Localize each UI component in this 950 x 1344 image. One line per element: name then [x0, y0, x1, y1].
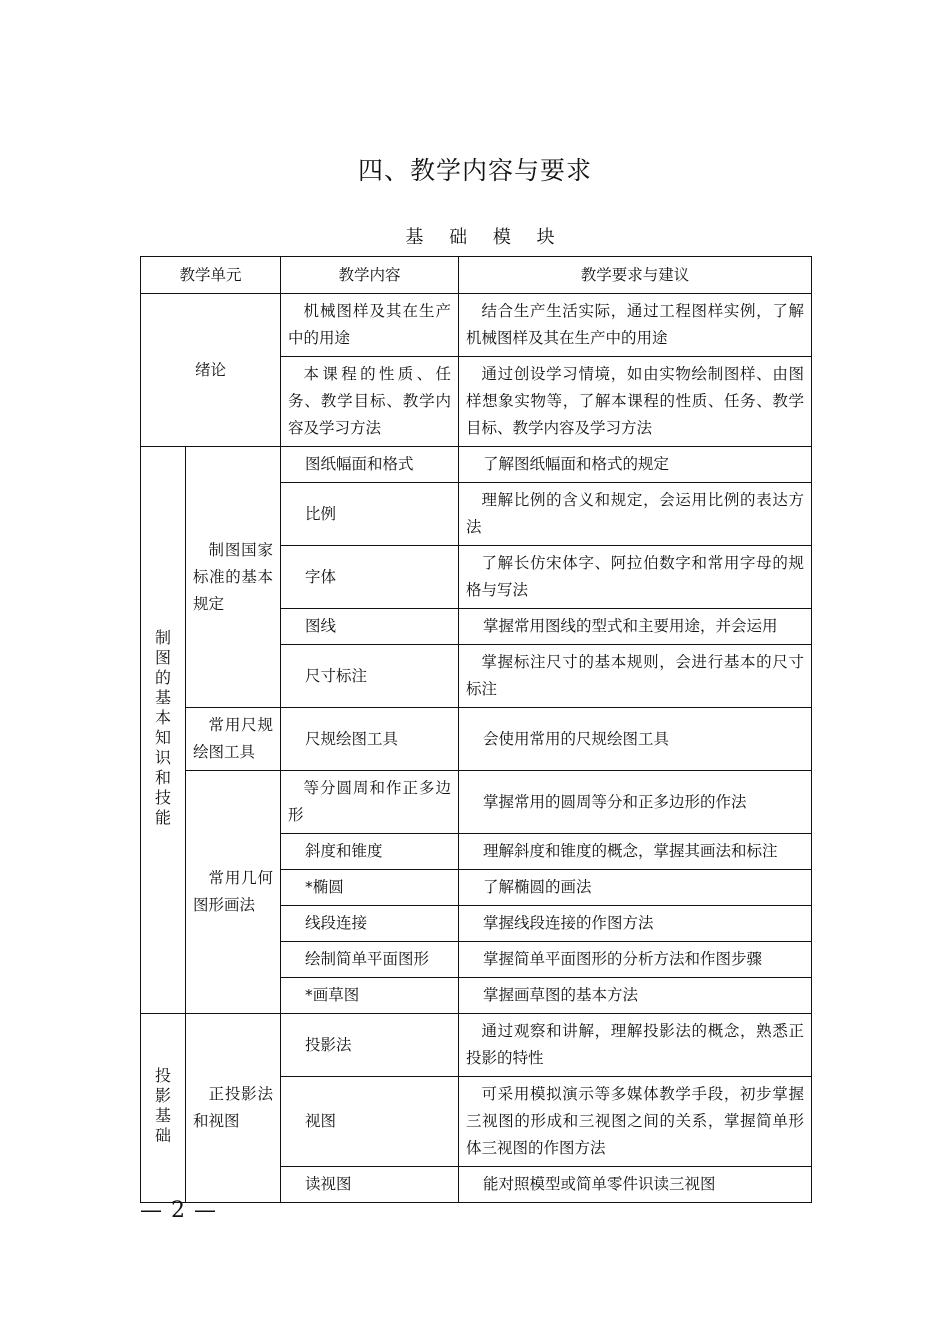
table-row [141, 1014, 812, 1077]
header-content: 教学内容 [281, 257, 459, 294]
requirement-cell: 结合生产生活实际，通过工程图样实例，了解机械图样及其在生产中的用途 [459, 294, 812, 357]
requirement-cell: 通过观察和讲解，理解投影法的概念，熟悉正投影的特性 [459, 1014, 812, 1077]
content-cell: 图线 [281, 609, 459, 645]
table-row [141, 294, 812, 357]
content-cell: *画草图 [281, 978, 459, 1014]
subunit-cell-views: 正投影法和视图 [186, 1014, 281, 1203]
requirement-cell: 能对照模型或简单零件识读三视图 [459, 1167, 812, 1203]
subunit-cell-geometry: 常用几何图形画法 [186, 771, 281, 1014]
page-title: 四、教学内容与要求 [357, 156, 592, 185]
requirement-cell: 掌握线段连接的作图方法 [459, 906, 812, 942]
unit-label-projection: 投影基础 [154, 1066, 171, 1145]
page-number: — 2 — [140, 1198, 217, 1223]
module-title: 基 础 模 块 [405, 227, 565, 248]
content-cell: 等分圆周和作正多边形 [281, 771, 459, 834]
content-cell: 图纸幅面和格式 [281, 447, 459, 483]
requirement-cell: 掌握常用的圆周等分和正多边形的作法 [459, 771, 812, 834]
content-cell: *椭圆 [281, 870, 459, 906]
requirement-cell: 掌握画草图的基本方法 [459, 978, 812, 1014]
unit-cell-drawing [141, 447, 186, 1014]
table-header-row [141, 257, 812, 294]
content-cell: 机械图样及其在生产中的用途 [281, 294, 459, 357]
requirement-cell: 通过创设学习情境，如由实物绘制图样、由图样想象实物等，了解本课程的性质、任务、教学目标、教学内容及学习方法 [459, 357, 812, 447]
requirement-cell: 了解长仿宋体字、阿拉伯数字和常用字母的规格与写法 [459, 546, 812, 609]
curriculum-table [140, 256, 812, 1203]
requirement-cell: 掌握标注尺寸的基本规则，会进行基本的尺寸标注 [459, 645, 812, 708]
table-row [141, 771, 812, 834]
requirement-cell: 了解图纸幅面和格式的规定 [459, 447, 812, 483]
content-cell: 斜度和锥度 [281, 834, 459, 870]
content-cell: 比例 [281, 483, 459, 546]
content-cell: 本课程的性质、任务、教学目标、教学内容及学习方法 [281, 357, 459, 447]
requirement-cell: 可采用模拟演示等多媒体教学手段，初步掌握三视图的形成和三视图之间的关系，掌握简单形体三视图的作图方法 [459, 1077, 812, 1167]
content-cell: 尺规绘图工具 [281, 708, 459, 771]
header-unit: 教学单元 [141, 257, 281, 294]
unit-cell-intro: 绪论 [141, 294, 281, 447]
content-cell: 投影法 [281, 1014, 459, 1077]
requirement-cell: 了解椭圆的画法 [459, 870, 812, 906]
requirement-cell: 掌握简单平面图形的分析方法和作图步骤 [459, 942, 812, 978]
subunit-cell-standards: 制图国家标准的基本规定 [186, 447, 281, 708]
content-cell: 绘制简单平面图形 [281, 942, 459, 978]
table-row [141, 447, 812, 483]
unit-label-drawing: 制图的基本知识和技能 [154, 628, 171, 827]
subunit-cell-tools: 常用尺规绘图工具 [186, 708, 281, 771]
requirement-cell: 理解比例的含义和规定，会运用比例的表达方法 [459, 483, 812, 546]
requirement-cell: 掌握常用图线的型式和主要用途，并会运用 [459, 609, 812, 645]
header-requirement: 教学要求与建议 [459, 257, 812, 294]
table-row [141, 708, 812, 771]
content-cell: 读视图 [281, 1167, 459, 1203]
content-cell: 字体 [281, 546, 459, 609]
content-cell: 线段连接 [281, 906, 459, 942]
unit-cell-projection [141, 1014, 186, 1203]
content-cell: 尺寸标注 [281, 645, 459, 708]
requirement-cell: 理解斜度和锥度的概念，掌握其画法和标注 [459, 834, 812, 870]
content-cell: 视图 [281, 1077, 459, 1167]
requirement-cell: 会使用常用的尺规绘图工具 [459, 708, 812, 771]
